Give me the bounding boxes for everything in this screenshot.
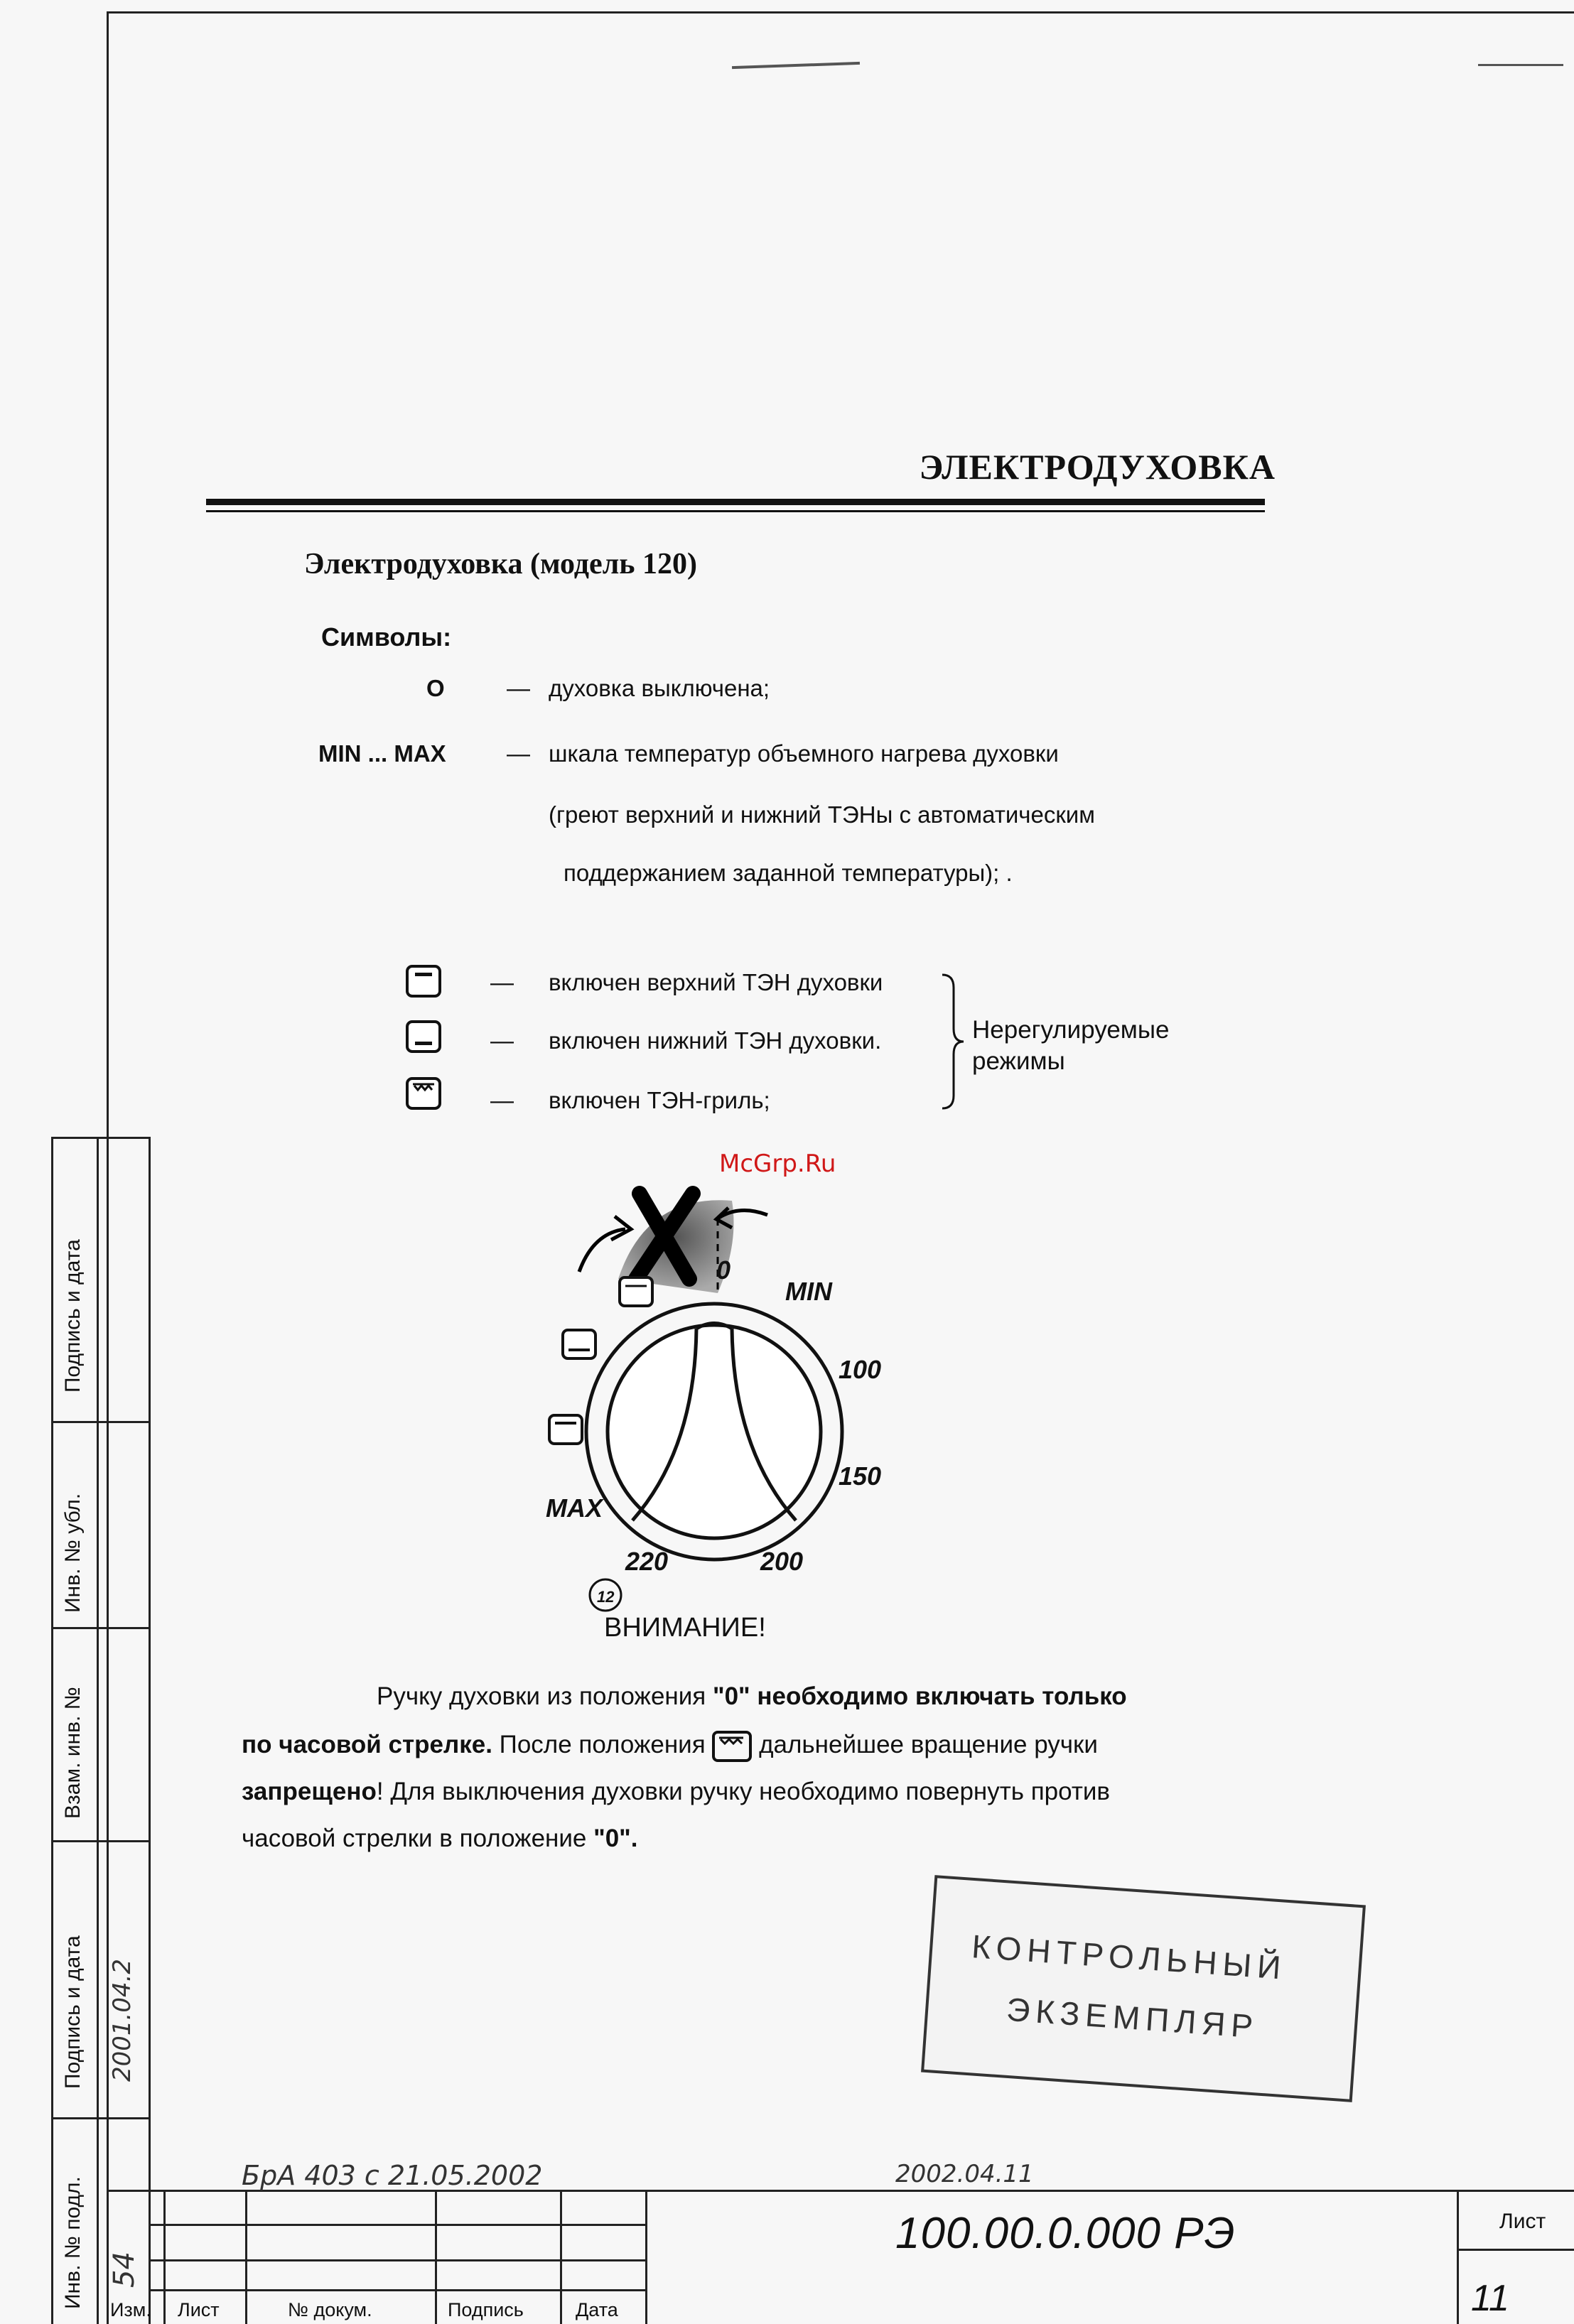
title-block-line	[149, 2224, 647, 2226]
symbol-description: шкала температур объемного нагрева духовки	[549, 740, 1059, 767]
grill-icon	[712, 1731, 752, 1762]
dash: —	[507, 740, 530, 767]
mode-upper-heater: включен верхний ТЭН духовки	[549, 969, 883, 995]
lower-heater-position-icon	[563, 1330, 595, 1358]
symbol-off: О	[426, 675, 445, 701]
symbol-range: MIN ... MAX	[318, 740, 446, 767]
watermark: McGrp.Ru	[719, 1150, 836, 1178]
scan-artifact	[732, 62, 860, 69]
modes-group-label: Нерегулируемые режимы	[972, 1016, 1170, 1075]
column-header: Изм.	[110, 2299, 151, 2320]
symbols-label: Символы:	[321, 622, 452, 652]
dial-label-200: 200	[760, 1547, 804, 1576]
scan-artifact	[1478, 64, 1563, 66]
dash: —	[507, 675, 530, 701]
dial-label-zero: 0	[716, 1255, 731, 1285]
sheet-number: 11	[1471, 2278, 1509, 2319]
title-block-line	[645, 2190, 647, 2324]
column-header: Дата	[576, 2299, 618, 2320]
symbol-description: (греют верхний и нижний ТЭНы с автоматическим	[549, 801, 1095, 828]
title-block-line	[149, 2259, 647, 2261]
warning-line: по часовой стрелке. После положения дальнейшее вращение ручки	[242, 1722, 1098, 1768]
sidebar-label: Подпись и дата	[61, 1935, 85, 2089]
sidebar-label: Взам. инв. №	[61, 1687, 85, 1819]
title-block-line	[1457, 2249, 1574, 2251]
section-title: ЭЛЕКТРОДУХОВКА	[919, 447, 1276, 487]
column-header: Лист	[178, 2299, 220, 2320]
page-border	[107, 11, 1574, 13]
dial-label-min: MIN	[785, 1277, 832, 1306]
oven-dial-diagram	[526, 1151, 895, 1620]
title-block-line	[435, 2190, 437, 2324]
column-header: Подпись	[448, 2299, 524, 2320]
dial-label-max: MAX	[546, 1493, 603, 1523]
warning-line: запрещено! Для выключения духовки ручку необходимо повернуть против	[242, 1778, 1111, 1805]
title-rule	[206, 499, 1265, 505]
handwritten-note: БрА 403 с 21.05.2002	[242, 2160, 543, 2191]
sheet-label: Лист	[1499, 2210, 1546, 2233]
title-block-line	[149, 2289, 647, 2291]
column-header: № докум.	[288, 2299, 372, 2320]
model-title: Электродуховка (модель 120)	[304, 548, 697, 580]
title-block-line	[245, 2190, 247, 2324]
dash: —	[490, 1027, 514, 1054]
symbol-description: духовка выключена;	[549, 675, 770, 701]
stamp-line: ЭКЗЕМПЛЯР	[1005, 1990, 1260, 2045]
document-code: 100.00.0.000 РЭ	[895, 2209, 1236, 2258]
warning-title: ВНИМАНИЕ!	[604, 1613, 766, 1643]
grill-position-icon	[620, 1277, 652, 1306]
dash: —	[490, 969, 514, 995]
sidebar-label: Инв. № убл.	[61, 1493, 85, 1613]
brace-icon	[938, 972, 966, 1111]
upper-heater-icon	[406, 965, 441, 998]
title-block-line	[1457, 2190, 1459, 2324]
title-block-line	[163, 2190, 166, 2324]
sidebar-label: Подпись и дата	[61, 1239, 85, 1393]
sidebar-label: Инв. № подл.	[61, 2176, 85, 2309]
warning-line: Ручку духовки из положения "0" необходимо включать только	[377, 1682, 1127, 1710]
handwritten-date: 2001.04.2	[108, 1958, 136, 2082]
approval-sidebar	[51, 1137, 151, 2324]
callout-number: 12	[597, 1588, 615, 1606]
grill-icon	[406, 1077, 441, 1110]
title-block-line	[560, 2190, 562, 2324]
upper-heater-position-icon	[549, 1415, 582, 1444]
symbol-description: поддержанием заданной температуры); .	[564, 860, 1013, 886]
lower-heater-icon	[406, 1020, 441, 1053]
handwritten-note: 2002.04.11	[895, 2160, 1034, 2188]
warning-line: часовой стрелки в положение "0".	[242, 1825, 638, 1852]
control-copy-stamp	[921, 1875, 1366, 2102]
stamp-line: КОНТРОЛЬНЫЙ	[970, 1928, 1288, 1987]
dial-knob	[608, 1325, 821, 1538]
dial-label-100: 100	[839, 1355, 882, 1384]
dial-label-150: 150	[839, 1461, 882, 1491]
dial-label-220: 220	[625, 1547, 669, 1576]
dash: —	[490, 1087, 514, 1113]
title-rule	[206, 510, 1265, 512]
mode-lower-heater: включен нижний ТЭН духовки.	[549, 1027, 882, 1054]
mode-grill: включен ТЭН-гриль;	[549, 1087, 770, 1113]
handwritten-inv: 54	[108, 2252, 141, 2288]
